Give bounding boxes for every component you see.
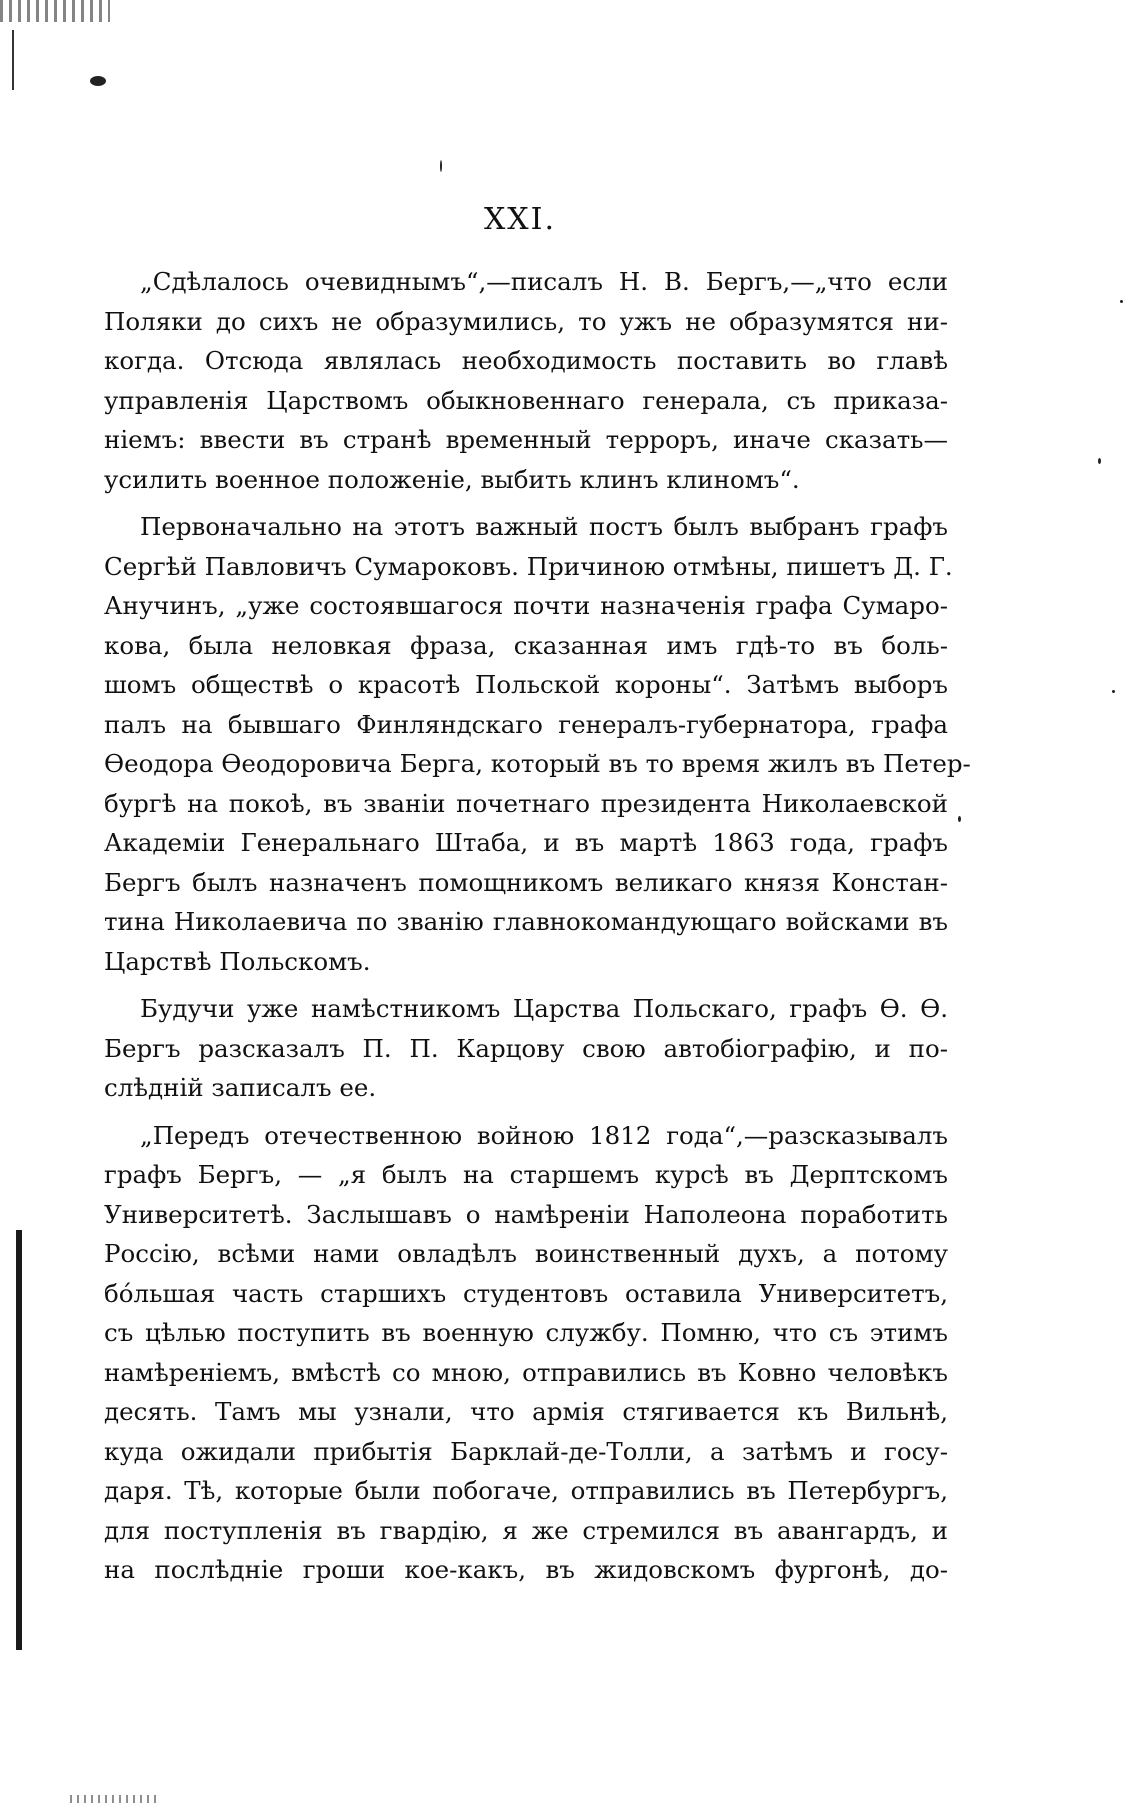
text-line: кова, была неловкая фраза, сказанная имъ гдѣ-то въ боль- [104,630,948,660]
text-line: ніемъ: ввести въ странѣ временный терроръ, иначе сказать— [104,425,948,454]
text-line: Поляки до сихъ не образумились, то ужъ не образумятся ни- [104,306,948,336]
ink-speck [1120,300,1123,303]
text-line: Академіи Генеральнаго Штаба, и въ мартѣ 1863 года, графъ [104,828,948,857]
text-line: Бергъ разсказалъ П. П. Карцову свою автобіографію, и по- [104,1033,948,1063]
chapter-heading: XXI. [483,202,557,237]
text-line: тина Николаевича по званію главнокомандующаго войсками въ [104,907,948,936]
scan-edge-left [16,1230,22,1650]
text-line: Первоначально на этотъ важный постъ былъ выбранъ графъ [140,512,948,541]
paragraph-2 [104,507,971,981]
text-line: бо́льшая часть старшихъ студентовъ оставила Университетъ, [104,1278,948,1308]
text-line: Сергѣй Павловичъ Сумароковъ. Причиною отмѣны, пишетъ Д. Г. [104,551,953,581]
text-line: бургѣ на покоѣ, въ званіи почетнаго президента Николаевской [104,788,948,818]
text-line: намѣреніемъ, вмѣстѣ со мною, отправились въ Ковно человѣкъ [104,1357,948,1387]
text-line: слѣдній записалъ ее. [104,1073,377,1102]
text-line: Ѳеодора Ѳеодоровича Берга, который въ то время жилъ въ Петер- [104,749,971,778]
text-line: „Сдѣлалось очевиднымъ“,—писалъ Н. В. Бергъ,—„что если [140,267,948,296]
text-line: Царствѣ Польскомъ. [104,946,371,976]
text-line: усилить военное положеніе, выбить клинъ клиномъ“. [104,464,800,494]
text-line: Анучинъ, „уже состоявшагося почти назначенія графа Сумаро- [104,591,948,620]
paragraph-4 [104,1116,948,1590]
scan-noise-top [0,0,110,22]
text-line: для поступленія въ гвардію, я же стремился въ авангардъ, и [104,1515,948,1545]
text-line: палъ на бывшаго Финляндскаго генералъ-губернатора, графа [104,709,948,739]
paragraph-3 [104,989,948,1108]
text-line: даря. Тѣ, которые были побогаче, отправились въ Петербургъ, [104,1476,948,1505]
scan-edge-top-left [12,30,14,90]
text-line: когда. Отсюда являлась необходимость поставить во главѣ [104,346,948,375]
scan-noise-bottom [70,1795,160,1803]
ink-blot [90,76,106,86]
ink-speck [1112,690,1115,693]
body-text [104,262,971,1598]
paragraph-1 [104,262,948,499]
text-line: шомъ обществѣ о красотѣ Польской короны“. Затѣмъ выборъ [104,670,948,699]
text-line: управленія Царствомъ обыкновеннаго генерала, съ приказа- [104,385,948,415]
text-line: Бергъ былъ назначенъ помощникомъ великаго князя Констан- [104,867,948,897]
text-line: съ цѣлью поступить въ военную службу. Помню, что съ этимъ [104,1318,948,1347]
ink-speck [958,816,961,822]
text-line: десять. Тамъ мы узнали, что армія стягивается къ Вильнѣ, [104,1397,948,1426]
text-line: Россію, всѣми нами овладѣлъ воинственный духъ, а потому [104,1239,948,1268]
text-line: Будучи уже намѣстникомъ Царства Польскаго, графъ Ѳ. Ѳ. [140,994,948,1023]
text-line: Университетѣ. Заслышавъ о намѣреніи Наполеона поработить [104,1199,948,1229]
ink-speck [1098,458,1101,464]
text-line: куда ожидали прибытія Барклай-де-Толли, а затѣмъ и госу- [104,1436,948,1466]
text-line: „Передъ отечественною войною 1812 года“,—разсказывалъ [140,1120,948,1150]
text-line: графъ Бергъ, — „я былъ на старшемъ курсѣ въ Дерптскомъ [104,1160,948,1189]
text-line: на послѣдніе гроши кое-какъ, въ жидовскомъ фургонѣ, до- [104,1555,948,1584]
ink-speck [440,160,442,172]
